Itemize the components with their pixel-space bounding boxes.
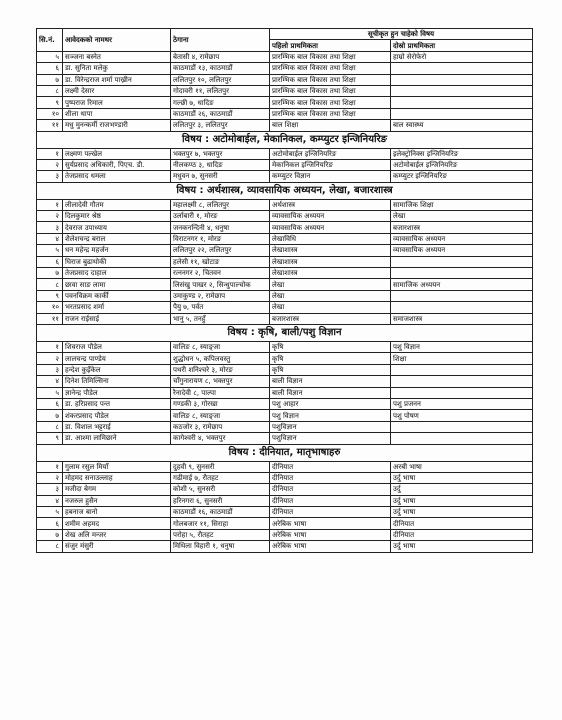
cell-sn: १ — [37, 148, 63, 159]
cell-sn: ८ — [37, 421, 63, 432]
cell-second-priority: व्यावसायिक अध्ययन — [391, 233, 533, 244]
table-row — [37, 199, 533, 210]
cell-sn: १ — [37, 341, 63, 352]
cell-sn: १० — [37, 302, 63, 313]
cell-first-priority: लेखाशास्त्र — [270, 245, 391, 256]
cell-name: मधु मुनन्कर्मी राजभण्डारी — [63, 120, 171, 131]
cell-first-priority: लेखाशास्त्र — [270, 256, 391, 267]
section-title: विषय : अटोमोबाईल, मेकानिकल, कम्प्युटर इन्जिनियरिङ — [37, 131, 533, 148]
cell-sn: ७ — [37, 268, 63, 279]
cell-second-priority: लेखा — [391, 211, 533, 222]
cell-name: शेख अलि मन्जर — [63, 529, 171, 540]
cell-first-priority: अरेबिक भाषा — [270, 529, 391, 540]
cell-name: मजीदा बेगम — [63, 484, 171, 495]
cell-address: गल्छी ७, धादिङ — [171, 97, 270, 108]
cell-name: धन महेन्द्र महर्जन — [63, 245, 171, 256]
cell-name: सञ्जना बस्नेत — [63, 51, 171, 62]
section-heading-row — [37, 324, 533, 341]
header-sn: सि.नं. — [37, 29, 63, 52]
table-row — [37, 421, 533, 432]
cell-sn: ७ — [37, 74, 63, 85]
cell-name: नजरुल हुसैन — [63, 495, 171, 506]
cell-address: लिसंखु पाखर २, सिन्धुपाल्चोक — [171, 279, 270, 290]
cell-sn: ८ — [37, 541, 63, 552]
cell-sn: ४ — [37, 233, 63, 244]
cell-address: भानु ५, तनहुँ — [171, 313, 270, 324]
cell-address: रैनादेवी ८, पाल्पा — [171, 387, 270, 398]
cell-name: गुलाम रसुल मियाँ — [63, 461, 171, 472]
cell-name: डा. विरेन्द्रराज शर्मा पाख्रीन — [63, 74, 171, 85]
cell-name: डा. विशाल भट्टराई — [63, 421, 171, 432]
cell-second-priority — [391, 364, 533, 375]
cell-name: शीला थापा — [63, 108, 171, 119]
section-heading-row — [37, 182, 533, 199]
table-row — [37, 376, 533, 387]
header-name: आवेदकको नामथर — [63, 29, 171, 52]
table-row — [37, 302, 533, 313]
cell-address: ललितपुर १०, ललितपुर — [171, 74, 270, 85]
cell-second-priority: सामाजिक अध्ययन — [391, 279, 533, 290]
cell-name: पवनविक्रम कार्की — [63, 290, 171, 301]
cell-address: रत्ननगर २, चितवन — [171, 268, 270, 279]
table-row — [37, 353, 533, 364]
cell-name: शैलेशचन्द्र बराल — [63, 233, 171, 244]
cell-first-priority: दीनियात — [270, 461, 391, 472]
table-row — [37, 256, 533, 267]
cell-second-priority — [391, 85, 533, 96]
cell-second-priority — [391, 376, 533, 387]
cell-second-priority: उर्दु भाषा — [391, 507, 533, 518]
cell-sn: ६ — [37, 518, 63, 529]
cell-first-priority: प्रारम्भिक बाल विकास तथा शिक्षा — [270, 85, 391, 96]
cell-address: ललितपुर २२, ललितपुर — [171, 245, 270, 256]
cell-second-priority: व्यावसायिक अध्ययन — [391, 245, 533, 256]
cell-name: घिराज बुढाथोकी — [63, 256, 171, 267]
cell-second-priority: दीनियात — [391, 518, 533, 529]
cell-name: दिनेश तिमिल्सिना — [63, 376, 171, 387]
cell-name: ज्ञानेन्द्र पौडेल — [63, 387, 171, 398]
cell-first-priority: प्रारम्भिक बाल विकास तथा शिक्षा — [270, 108, 391, 119]
cell-address: चाँगुनारायण ८, भक्तपुर — [171, 376, 270, 387]
cell-second-priority: इलेक्ट्रोनिक्स इन्जिनियरिङ — [391, 148, 533, 159]
cell-sn: ६ — [37, 63, 63, 74]
cell-second-priority: उर्दु भाषा — [391, 541, 533, 552]
header-second-priority: दोस्रो प्राथमिकता — [391, 40, 533, 51]
cell-name: डा. आश्मा लामिछाने — [63, 433, 171, 444]
cell-first-priority: लेखा — [270, 290, 391, 301]
cell-sn: ११ — [37, 313, 63, 324]
cell-address: गढीमाई ७, रौतहट — [171, 472, 270, 483]
cell-second-priority: बजारशास्त्र — [391, 222, 533, 233]
cell-first-priority: दीनियात — [270, 484, 391, 495]
cell-first-priority: पशु विज्ञान — [270, 410, 391, 421]
cell-name: दिलकुमार श्रेष्ठ — [63, 211, 171, 222]
table-row — [37, 529, 533, 540]
cell-second-priority: उर्दु भाषा — [391, 495, 533, 506]
table-row — [37, 159, 533, 170]
table-row — [37, 233, 533, 244]
table-row — [37, 120, 533, 131]
cell-sn: ९ — [37, 97, 63, 108]
cell-address: वालिङ ८, स्याङ्जा — [171, 410, 270, 421]
cell-first-priority: प्रारम्भिक बाल विकास तथा शिक्षा — [270, 74, 391, 85]
cell-sn: ३ — [37, 222, 63, 233]
table-row — [37, 387, 533, 398]
cell-first-priority: अरेबिक भाषा — [270, 518, 391, 529]
cell-first-priority: कृषि — [270, 341, 391, 352]
table-row — [37, 461, 533, 472]
table-row — [37, 410, 533, 421]
table-row — [37, 341, 533, 352]
cell-second-priority: बाल स्वास्थ्य — [391, 120, 533, 131]
cell-address: गोदावरी ११, ललितपुर — [171, 85, 270, 96]
cell-address: ललितपुर ३, ललितपुर — [171, 120, 270, 131]
cell-second-priority — [391, 74, 533, 85]
cell-address: वालिङ ८, स्याङ्जा — [171, 341, 270, 352]
cell-address: कागेश्वरी ४, भक्तपुर — [171, 433, 270, 444]
cell-sn: ५ — [37, 245, 63, 256]
cell-second-priority: अरबी भाषा — [391, 461, 533, 472]
cell-name: शिवराज पौडेल — [63, 341, 171, 352]
cell-address: बेतासी ४, रामेछाप — [171, 51, 270, 62]
table-row — [37, 290, 533, 301]
cell-first-priority: पशुविज्ञान — [270, 421, 391, 432]
cell-sn: २ — [37, 472, 63, 483]
table-row — [37, 279, 533, 290]
cell-first-priority: बाल शिक्षा — [270, 120, 391, 131]
cell-first-priority: अरेबिक भाषा — [270, 541, 391, 552]
cell-second-priority: समाजशास्त्र — [391, 313, 533, 324]
cell-sn: ३ — [37, 171, 63, 182]
cell-first-priority: बाली विज्ञान — [270, 387, 391, 398]
cell-sn: २ — [37, 211, 63, 222]
cell-address: काठमाडौं १६, काठमाडौं — [171, 507, 270, 518]
cell-second-priority — [391, 387, 533, 398]
table-row — [37, 222, 533, 233]
cell-second-priority: हाम्रो सेरोफेरो — [391, 51, 533, 62]
cell-first-priority: प्रारम्भिक बाल विकास तथा शिक्षा — [270, 51, 391, 62]
cell-first-priority: प्रारम्भिक बाल विकास तथा शिक्षा — [270, 63, 391, 74]
table-row — [37, 472, 533, 483]
cell-sn: ७ — [37, 529, 63, 540]
cell-name: लीलादेवी गौतम — [63, 199, 171, 210]
cell-sn: ८ — [37, 279, 63, 290]
cell-address: मिथिला विहारी १, धनुषा — [171, 541, 270, 552]
cell-sn: ५ — [37, 51, 63, 62]
cell-first-priority: बाली विज्ञान — [270, 376, 391, 387]
cell-name: लक्ष्मी देसार — [63, 85, 171, 96]
cell-sn: ७ — [37, 410, 63, 421]
cell-name: पुष्पराज रिमाल — [63, 97, 171, 108]
cell-address: गण्डकी ३, गोरखा — [171, 398, 270, 409]
cell-sn: ३ — [37, 364, 63, 375]
cell-second-priority — [391, 302, 533, 313]
table-row — [37, 518, 533, 529]
section-title: विषय : दीनियात, मातृभाषाहरु — [37, 444, 533, 461]
table-row — [37, 245, 533, 256]
cell-name: शमीम अहमद — [63, 518, 171, 529]
table-body — [37, 51, 533, 552]
cell-sn: ६ — [37, 398, 63, 409]
table-row — [37, 364, 533, 375]
table-header — [37, 29, 533, 52]
cell-second-priority: पशु विज्ञान — [391, 341, 533, 352]
table-row — [37, 398, 533, 409]
cell-name: सुर्यप्रसाद अधिकारी, पिएच. डी. — [63, 159, 171, 170]
cell-sn: १० — [37, 108, 63, 119]
cell-address: काठमाडौं १३, काठमाडौं — [171, 63, 270, 74]
cell-name: तेजप्रसाद धमला — [63, 171, 171, 182]
cell-second-priority: पशु प्रजनन — [391, 398, 533, 409]
cell-name: राजन राईसाई — [63, 313, 171, 324]
cell-second-priority: उर्दु भाषा — [391, 472, 533, 483]
cell-address: हरिनगरा ६, सुनसरी — [171, 495, 270, 506]
cell-first-priority: पशु आहार — [270, 398, 391, 409]
cell-second-priority — [391, 433, 533, 444]
table-row — [37, 51, 533, 62]
cell-address: पथरी शनिश्चरे ३, मोरङ — [171, 364, 270, 375]
cell-name: लक्ष्मण पल्खेल — [63, 148, 171, 159]
cell-sn: ५ — [37, 507, 63, 518]
cell-second-priority: उर्दु — [391, 484, 533, 495]
cell-sn: ११ — [37, 120, 63, 131]
cell-first-priority: बजारशास्त्र — [270, 313, 391, 324]
cell-second-priority: शिक्षा — [391, 353, 533, 364]
cell-first-priority: व्यावसायिक अध्ययन — [270, 211, 391, 222]
cell-first-priority: लेखा — [270, 279, 391, 290]
cell-first-priority: कम्प्युटर विज्ञान — [270, 171, 391, 182]
cell-address: नीलकण्ठ ३, धादिङ — [171, 159, 270, 170]
cell-first-priority: लेखाविधि — [270, 233, 391, 244]
cell-address: कठजोर ३, रामेछाप — [171, 421, 270, 432]
cell-second-priority: दीनियात — [391, 529, 533, 540]
cell-address: जनकनन्दिनी ४, धनुषा — [171, 222, 270, 233]
cell-sn: ५ — [37, 387, 63, 398]
cell-address: भक्तपुर ७, भक्तपुर — [171, 148, 270, 159]
table-row — [37, 211, 533, 222]
cell-sn: ८ — [37, 85, 63, 96]
cell-name: भरतप्रसाद शर्मा — [63, 302, 171, 313]
cell-sn: २ — [37, 353, 63, 364]
table-row — [37, 507, 533, 518]
cell-sn: ९ — [37, 290, 63, 301]
applicant-table — [36, 28, 533, 553]
cell-first-priority: दीनियात — [270, 472, 391, 483]
cell-address: कोशी ५, सुनसरी — [171, 484, 270, 495]
cell-name: संजुर मंसुरी — [63, 541, 171, 552]
table-row — [37, 63, 533, 74]
cell-sn: १ — [37, 461, 63, 472]
cell-first-priority: अर्थशास्त्र — [270, 199, 391, 210]
cell-sn: ४ — [37, 376, 63, 387]
cell-first-priority: अटोमोबाईल इन्जिनियरिङ — [270, 148, 391, 159]
cell-second-priority — [391, 421, 533, 432]
cell-second-priority — [391, 97, 533, 108]
cell-second-priority — [391, 290, 533, 301]
cell-second-priority: पशु पोषण — [391, 410, 533, 421]
header-address: ठेगाना — [171, 29, 270, 52]
table-row — [37, 108, 533, 119]
cell-name: तेजप्रसाद दाहाल — [63, 268, 171, 279]
cell-sn: २ — [37, 159, 63, 170]
cell-second-priority: सामाजिक शिक्षा — [391, 199, 533, 210]
table-row — [37, 433, 533, 444]
table-row — [37, 313, 533, 324]
cell-name: देवराज उपाध्याय — [63, 222, 171, 233]
cell-name: मोहमद सनाउल्लाह — [63, 472, 171, 483]
cell-first-priority: व्यावसायिक अध्ययन — [270, 222, 391, 233]
section-title: विषय : कृषि, बाली/पशु विज्ञान — [37, 324, 533, 341]
header-first-priority: पहिलो प्राथमिकता — [270, 40, 391, 51]
cell-name: डा. हरिप्रसाद पन्त — [63, 398, 171, 409]
table-row — [37, 171, 533, 182]
cell-second-priority — [391, 268, 533, 279]
cell-second-priority — [391, 108, 533, 119]
cell-first-priority: प्रारम्भिक बाल विकास तथा शिक्षा — [270, 97, 391, 108]
cell-second-priority — [391, 256, 533, 267]
cell-address: गोलबजार ११, सिराहा — [171, 518, 270, 529]
cell-first-priority: कृषि — [270, 364, 391, 375]
cell-second-priority: अटोमोबाईल इन्जिनियरिङ — [391, 159, 533, 170]
cell-address: पैयु ७, पर्वत — [171, 302, 270, 313]
table-row — [37, 148, 533, 159]
cell-sn: १ — [37, 199, 63, 210]
section-heading-row — [37, 444, 533, 461]
cell-address: मधुवन ७, सुनसरी — [171, 171, 270, 182]
table-row — [37, 85, 533, 96]
cell-name: शंकरप्रसाद पौडेल — [63, 410, 171, 421]
cell-address: विराटनगर १, मोरङ — [171, 233, 270, 244]
cell-address: महालक्ष्मी ८, ललितपुर — [171, 199, 270, 210]
cell-address: उमाकुण्ड २, रामेछाप — [171, 290, 270, 301]
cell-first-priority: दीनियात — [270, 495, 391, 506]
cell-name: हबनाज बानो — [63, 507, 171, 518]
table-row — [37, 268, 533, 279]
cell-first-priority: दीनियात — [270, 507, 391, 518]
cell-name: लालचन्द्र पाण्डेय — [63, 353, 171, 364]
cell-address: शुद्धोधन ५, कपिलवस्तु — [171, 353, 270, 364]
table-row — [37, 495, 533, 506]
cell-second-priority: कम्प्युटर इन्जिनियरिङ — [391, 171, 533, 182]
cell-first-priority: पशुविज्ञान — [270, 433, 391, 444]
cell-name: छावा साङ लामा — [63, 279, 171, 290]
cell-address: परोहा ५, रौतहट — [171, 529, 270, 540]
cell-sn: ९ — [37, 433, 63, 444]
table-row — [37, 484, 533, 495]
cell-second-priority — [391, 63, 533, 74]
cell-first-priority: मेकानिकल इन्जिनियरिङ — [270, 159, 391, 170]
cell-first-priority: लेखाशास्त्र — [270, 268, 391, 279]
header-subject-group: सूचीकृत हुन चाहेको विषय — [270, 29, 533, 40]
section-title: विषय : अर्थशास्त्र, व्यावसायिक अध्ययन, लेखा, बजारशास्त्र — [37, 182, 533, 199]
table-row — [37, 74, 533, 85]
cell-sn: ६ — [37, 256, 63, 267]
cell-address: उर्लाबारी १, मोरङ — [171, 211, 270, 222]
cell-sn: ४ — [37, 495, 63, 506]
section-heading-row — [37, 131, 533, 148]
cell-address: दुहवी ९, सुनसरी — [171, 461, 270, 472]
cell-address: हलेसी ११, खोटाङ — [171, 256, 270, 267]
table-row — [37, 97, 533, 108]
cell-first-priority: कृषि — [270, 353, 391, 364]
cell-sn: ३ — [37, 484, 63, 495]
table-row — [37, 541, 533, 552]
cell-first-priority: लेखा — [270, 302, 391, 313]
cell-name: हन्देश कुइँकेल — [63, 364, 171, 375]
cell-address: काठमाडौं २६, काठमाडौं — [171, 108, 270, 119]
cell-name: डा. सुनिता मलेकु — [63, 63, 171, 74]
